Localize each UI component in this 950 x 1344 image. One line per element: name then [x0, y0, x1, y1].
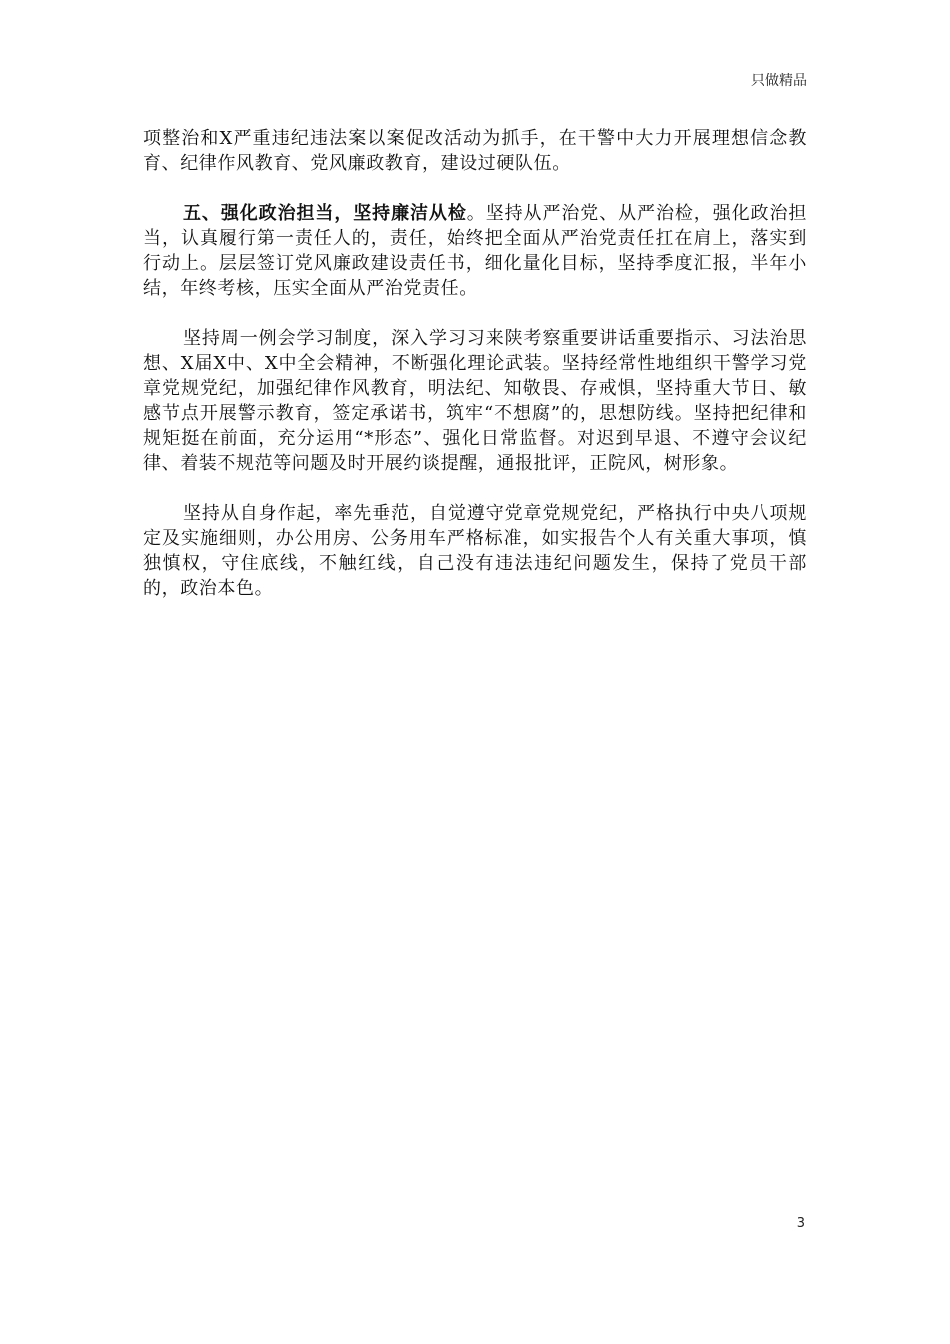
document-body	[143, 126, 807, 626]
section-body: 。坚持从严治党、从严治检，强化政治担当，认真履行第一责任人的，责任，始终把全面从严治党责任扛在肩上，落实到行动上。层层签订党风廉政建设责任书，细化量化目标，坚持季度汇报，半年小结，年终考核，压实全面从严治党责任。	[143, 203, 807, 299]
paragraph-continuation: 项整治和X严重违纪违法案以案促改活动为抓手，在干警中大力开展理想信念教育、纪律作风教育、党风廉政教育，建设过硬队伍。	[143, 128, 807, 174]
paragraph-study: 坚持周一例会学习制度，深入学习习来陕考察重要讲话重要指示、习法治思想、X届X中、X中全会精神，不断强化理论武装。坚持经常性地组织干警学习党章党规党纪，加强纪律作风教育，明法纪、知敬畏、存戒惧，坚持重大节日、敏感节点开展警示教育，签定承诺书，筑牢“不想腐”的，思想防线。坚持把纪律和规矩挺在前面，充分运用“*形态”、强化日常监督。对迟到早退、不遵守会议纪律、着装不规范等问题及时开展约谈提醒，通报批评，正院风，树形象。	[143, 328, 807, 474]
paragraph-section-five	[143, 201, 807, 301]
page-number: 3	[796, 1216, 805, 1231]
paragraph-self-discipline: 坚持从自身作起，率先垂范，自觉遵守党章党规党纪，严格执行中央八项规定及实施细则，办公用房、公务用车严格标准，如实报告个人有关重大事项，慎独慎权，守住底线，不触红线，自己没有违法违纪问题发生，保持了党员干部的，政治本色。	[143, 503, 807, 599]
header-tag: 只做精品	[751, 73, 807, 89]
section-heading: 五、强化政治担当，坚持廉洁从检	[183, 203, 467, 224]
